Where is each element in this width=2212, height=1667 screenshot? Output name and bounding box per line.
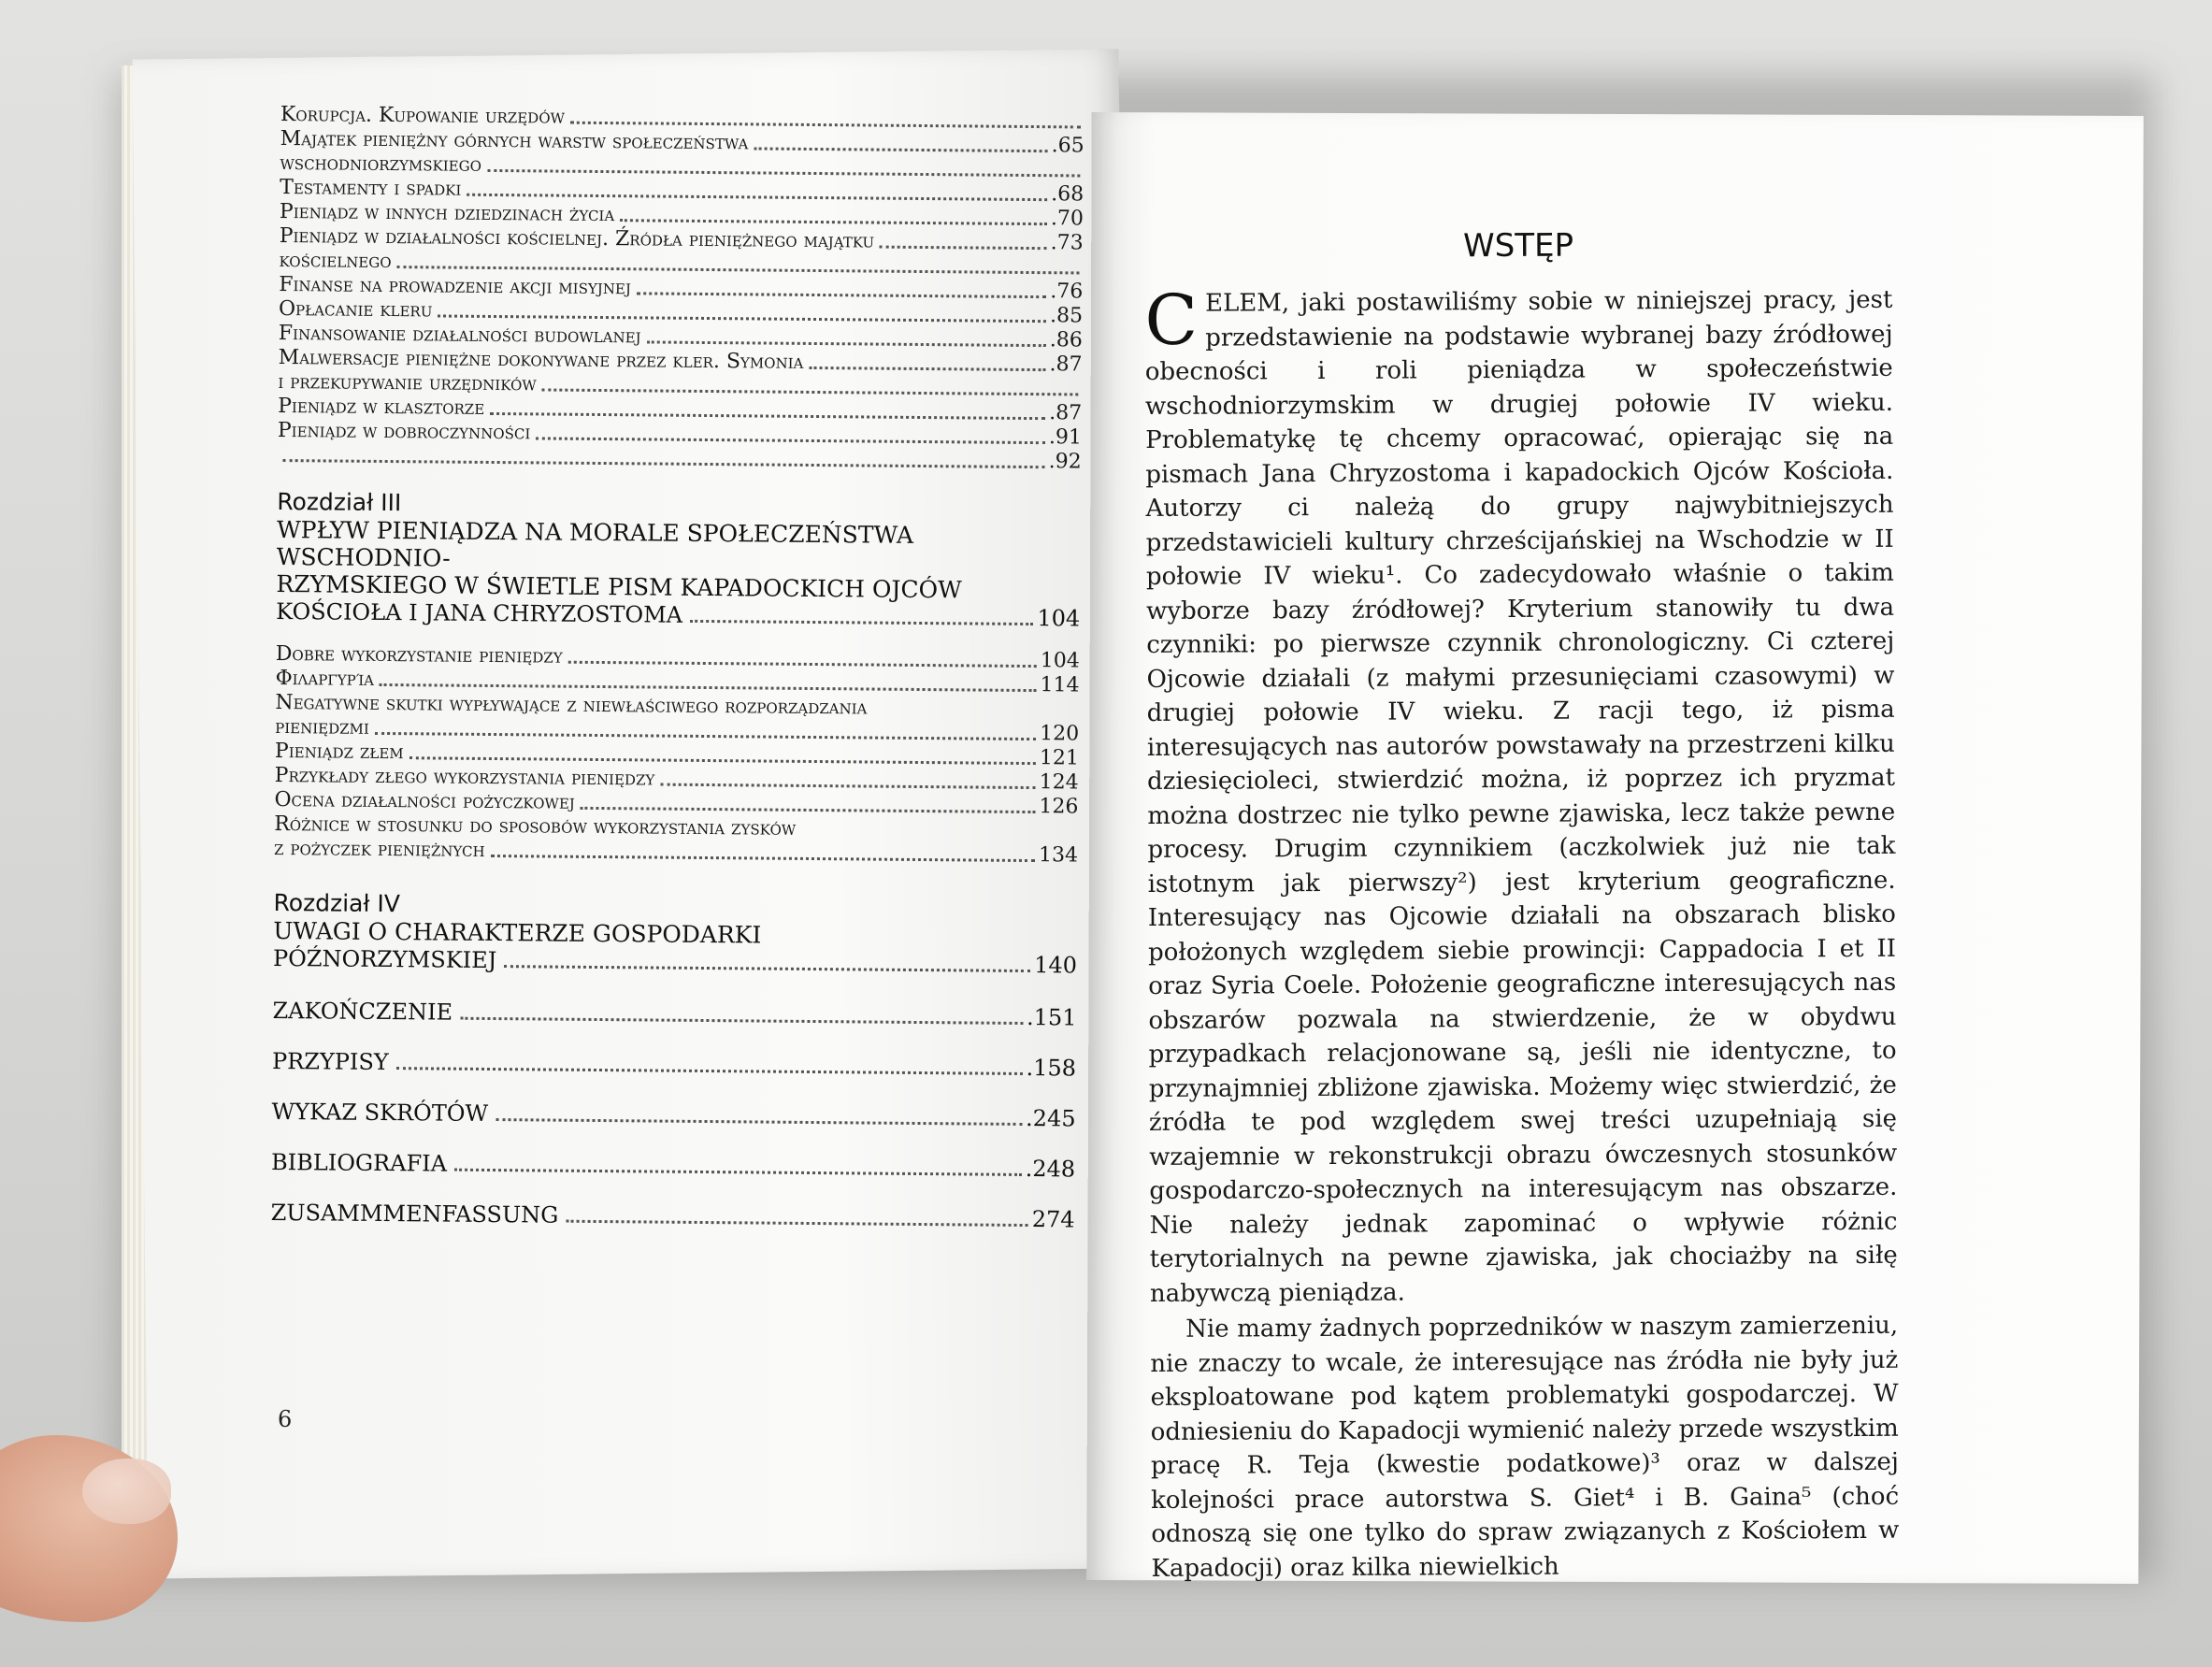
chapter-3-label: Rozdział III (277, 487, 402, 517)
toc-entry-page: .87 (1049, 352, 1083, 377)
back-matter-page: .245 (1025, 1104, 1076, 1132)
toc-entry-title: Pieniądz w innych dziedzinach życia (279, 199, 615, 227)
toc-entry-page: 114 (1040, 673, 1080, 697)
back-matter-page: 274 (1031, 1206, 1075, 1233)
chapter-3-title-line: WPŁYW PIENIĄDZA NA MORALE SPOŁECZEŃSTWA WSCHODNIO- (276, 515, 914, 572)
toc-entry-title: Przykłady złego wykorzystania pieniędzy (274, 763, 655, 791)
introduction-text (1144, 225, 1900, 1586)
leader-dots (647, 340, 1046, 347)
toc-entry-title: Pieniądz w dobroczynności (277, 418, 531, 445)
toc-entry-page: .92 (1048, 450, 1082, 474)
leader-dots (809, 366, 1045, 371)
table-of-contents (270, 103, 1084, 1256)
toc-entry-title: Pieniądz w działalności kościelnej. Źródła pieniężnego majątku (279, 223, 875, 253)
back-matter-entry (272, 1047, 1076, 1083)
leader-dots (536, 437, 1045, 444)
leader-dots (570, 122, 1081, 129)
toc-entry-page: .76 (1050, 280, 1084, 304)
back-matter-entry (271, 1098, 1075, 1133)
leader-dots (690, 620, 1033, 625)
chapter-3-title-line: RZYMSKIEGO W ŚWIETLE PISM KAPADOCKICH OJCÓW (276, 569, 962, 604)
paragraph-2: Nie mamy żadnych poprzedników w naszym zamierzeniu, nie znaczy to wcale, że interesujące nas źródła nie były już eksploatowane pod kątem problematyki gospodarczej. W odniesieniu do Kapadocji wymienić należy przede wszystkim pracę R. Teja (kwestie podatkowe)³ oraz w dalszej kolejności prace autorstwa S. Giet⁴ i B. Gaina⁵ (choć odnoszą się one tylko do spraw związanych z Kościołem w Kapadocji) oraz kilka niewielkich (1150, 1311, 1900, 1583)
leader-dots (542, 388, 1079, 395)
toc-entry-page: 134 (1038, 843, 1079, 868)
toc-entry-title: Opłacanie kleru (278, 296, 433, 323)
leader-dots (467, 194, 1047, 201)
toc-entry-page: .73 (1050, 231, 1084, 255)
leader-dots (375, 732, 1036, 740)
chapter-4-title-line: PÓŹNORZYMSKIEJ (272, 944, 497, 974)
toc-entry-title: Pieniądz złem (274, 739, 404, 765)
leader-dots (581, 807, 1036, 813)
toc-entry-title: Różnice w stosunku do sposobów wykorzystania zysków (274, 812, 797, 841)
leader-dots (568, 661, 1037, 668)
back-matter-title: ZAKOŃCZENIE (272, 997, 453, 1026)
back-matter-list (271, 997, 1077, 1233)
leader-dots (637, 292, 1046, 298)
toc-entry-title: Malwersacje pieniężne dokonywane przez kler. Symonia (278, 345, 804, 374)
back-matter-page: .158 (1026, 1055, 1077, 1082)
chapter-4-title-line: UWAGI O CHARAKTERZE GOSPODARKI (273, 916, 762, 949)
back-matter-title: WYKAZ SKRÓTÓW (271, 1098, 489, 1127)
thumbnail-highlight (82, 1459, 171, 1524)
leader-dots (397, 266, 1080, 274)
toc-entry-title: Pieniądz w klasztorze (278, 394, 485, 420)
toc-entry-title: Testamenty i spadki (280, 175, 462, 201)
toc-entry-title: Finansowanie działalności budowlanej (278, 321, 641, 349)
toc-entry-title: Ocena działalności pożyczkowej (274, 787, 575, 814)
back-matter-entry (271, 1199, 1075, 1234)
toc-entry-title: Negatywne skutki wypływające z niewłaściwego rozporządzania (275, 690, 868, 720)
leader-dots (396, 1067, 1023, 1075)
drop-cap: C (1144, 280, 1199, 361)
toc-entry-page: .86 (1049, 328, 1083, 352)
leader-dots (460, 1017, 1023, 1025)
left-page-number: 6 (278, 1406, 293, 1432)
chapter-4-page: 140 (1034, 952, 1078, 979)
toc-entry-title: Dobre wykorzystanie pieniędzy (275, 641, 563, 668)
chapter-4-title-last (273, 944, 1077, 980)
leader-dots (496, 1118, 1022, 1126)
leader-dots (490, 412, 1045, 420)
toc-entry-list (278, 103, 1084, 474)
leader-dots (409, 756, 1036, 765)
toc-entry-page: 126 (1039, 795, 1079, 819)
toc-entry-page: .85 (1049, 304, 1084, 328)
back-matter-title: BIBLIOGRAFIA (270, 1148, 448, 1177)
chapter-3-title (276, 516, 1081, 633)
toc-entry-title: z pożyczek pieniężnych (273, 836, 485, 862)
back-matter-page: .248 (1025, 1155, 1076, 1183)
chapter-4-label: Rozdział IV (273, 888, 401, 918)
leader-dots (283, 459, 1045, 468)
toc-entry-title: kościelnego (279, 248, 392, 274)
back-matter-page: .151 (1026, 1004, 1077, 1031)
toc-entry-page: .70 (1050, 207, 1084, 231)
leader-dots (754, 147, 1047, 152)
leader-dots (620, 219, 1047, 225)
chapter-3-entries (274, 642, 1080, 868)
leader-dots (487, 169, 1080, 178)
leader-dots (880, 246, 1047, 251)
toc-entry-page: .68 (1051, 182, 1084, 207)
back-matter-entry (271, 1148, 1075, 1184)
toc-entry-title: wschodniorzymskiego (280, 151, 482, 177)
leader-dots (438, 314, 1046, 323)
toc-entry-page: .91 (1048, 425, 1083, 450)
back-matter-entry (272, 997, 1076, 1032)
section-heading: WSTĘP (1463, 226, 1574, 266)
chapter-3-page: 104 (1037, 605, 1081, 632)
paragraph-1 (1144, 280, 1898, 1311)
leader-dots (380, 683, 1037, 692)
leader-dots (660, 783, 1035, 790)
toc-entry-page: .65 (1051, 134, 1084, 158)
toc-entry-title: Φιλαργυρία (275, 666, 375, 691)
toc-entry-title: Finanse na prowadzenie akcji misyjnej (279, 272, 632, 300)
toc-entry-page: 124 (1039, 770, 1079, 795)
paragraph-1-text: ELEM, jaki postawiliśmy sobie w niniejszej pracy, jest przedstawienie na podstawie wybranej bazy źródłowej obecności i roli pieniądza w społeczeństwie wschodniorzymskim w drugiej połowie IV wieku. Problematykę tę chcemy opracować, opierając się na pismach Jana Chryzostoma i kapadockich Ojców Kościoła. Autorzy ci należą do grupy najwybitniejszych przedstawicieli kultury chrześcijańskiej na Wschodzie w II połowie IV wieku¹. Co zadecydowało właśnie o takim wyborze bazy źródłowej? Kryterium stanowiły tu dwa czynniki: po pierwsze czynnik chronologiczny. Ci czterej Ojcowie działali (z małymi przesunięciami czasowymi) w drugiej połowie IV wieku. Z racji tego, iż pisma interesujących nas autorów powstawały na przestrzeni kilku dziesięcioleci, stwierdzić można, iż poprzez ich pryzmat można dostrzec nie tylko pewne zjawiska, lecz także pewne procesy. Drugim czynnikiem (aczkolwiek już nie tak istotnym jak pierwszy²) jest kryterium geograficzne. Interesujący nas Ojcowie działali na obszarach blisko położonych względem siebie prowincji: Cappadocia I et II oraz Syria Coele. Położenie geograficzne interesujących nas obszarów pozwala na stwierdzenie, że w obydwu przypadkach relacjonowane są, jeśli nie identyczne, to przynajmniej zbliżone zjawiska. Możemy więc stwierdzić, że źródła te pod względem swej treści uzupełniają się wzajemnie w rekonstrukcji obrazu ówczesnych stosunków gospodarczo-społecznych na interesującym nas obszarze. Nie należy jednak zapominać o wpływie różnic terytorialnych na pewne zjawiska, jak chociażby na siłę nabywczą pieniądza. (1144, 285, 1898, 1308)
chapter-3-title-line: KOŚCIOŁA I JANA CHRYZOSTOMA (276, 597, 683, 628)
toc-entry-page: 104 (1040, 649, 1080, 673)
toc-entry-page: .87 (1049, 401, 1083, 425)
toc-entry-page: 120 (1040, 722, 1080, 746)
leader-dots (491, 855, 1035, 862)
back-matter-title: PRZYPISY (271, 1047, 389, 1076)
leader-dots (504, 965, 1030, 972)
leader-dots (454, 1169, 1022, 1176)
toc-entry-page: 121 (1039, 746, 1080, 770)
toc-entry-title: Korupcja. Kupowanie urzędów (280, 103, 566, 129)
toc-entry-title: Majątek pieniężny górnych warstw społeczeństwa (280, 126, 749, 155)
toc-entry-title: pieniędzmi (275, 714, 369, 740)
leader-dots (566, 1220, 1028, 1227)
back-matter-title: ZUSAMMMENFASSUNG (270, 1199, 559, 1229)
toc-entry-title: i przekupywanie urzędników (278, 369, 537, 396)
